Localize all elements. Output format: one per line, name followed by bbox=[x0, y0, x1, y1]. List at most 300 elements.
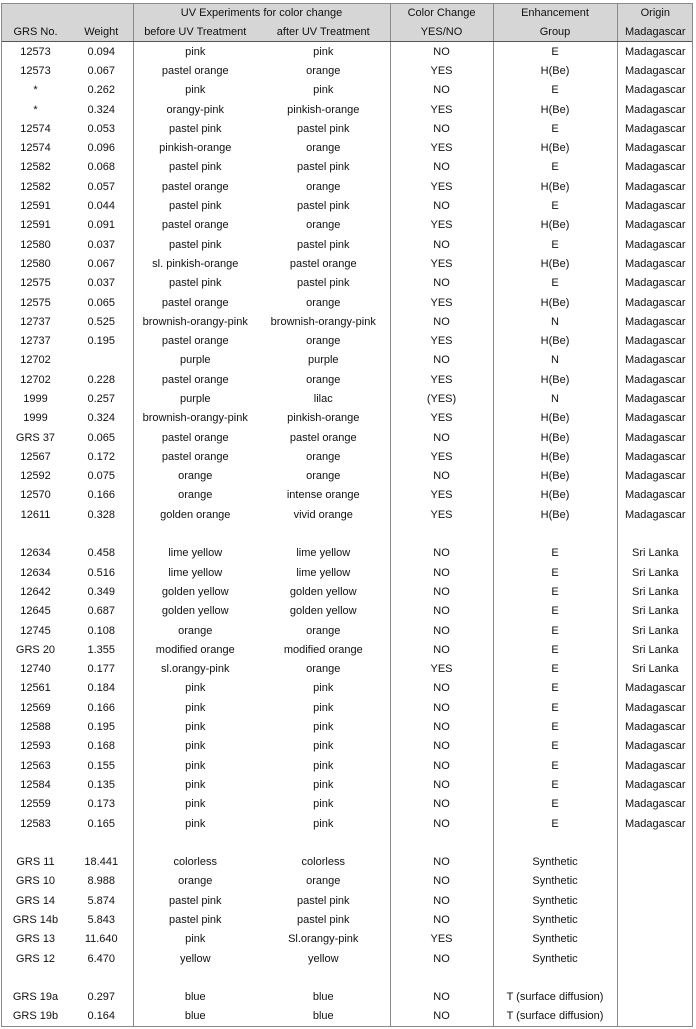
cell-color-change: NO bbox=[390, 814, 493, 833]
cell-enhancement: E bbox=[493, 158, 617, 177]
cell-weight: 0.687 bbox=[87, 605, 116, 618]
cell-weight bbox=[70, 968, 133, 987]
cell-color-change: (YES) bbox=[390, 389, 493, 408]
cell-after-uv: pink bbox=[313, 701, 334, 714]
cell-before-uv: golden orange bbox=[133, 505, 257, 524]
header-after: after UV Treatment bbox=[257, 22, 390, 42]
cell-before-uv: pastel pink bbox=[133, 274, 257, 293]
header-yes-no: YES/NO bbox=[390, 22, 493, 42]
cell-color-change: NO bbox=[390, 756, 493, 775]
cell-origin: Madagascar bbox=[617, 100, 693, 119]
cell-enhancement: E bbox=[493, 274, 617, 293]
table-row bbox=[1, 872, 693, 891]
cell-enhancement: E bbox=[493, 621, 617, 640]
cell-color-change: NO bbox=[390, 852, 493, 871]
cell-enhancement: E bbox=[493, 235, 617, 254]
cell-enhancement bbox=[493, 968, 617, 987]
cell-grs-no: 12582 bbox=[20, 161, 51, 174]
cell-before-uv: pastel orange bbox=[133, 293, 257, 312]
cell-grs-no: 12580 bbox=[20, 238, 51, 251]
cell-color-change: NO bbox=[390, 698, 493, 717]
table-row bbox=[1, 679, 693, 698]
cell-color-change: NO bbox=[390, 679, 493, 698]
header-before: before UV Treatment bbox=[133, 22, 257, 42]
cell-weight: 0.075 bbox=[87, 470, 116, 483]
cell-after-uv: pastel pink bbox=[296, 200, 350, 213]
table-row bbox=[1, 949, 693, 968]
cell-after-uv: vivid orange bbox=[293, 508, 353, 521]
cell-weight: 0.324 bbox=[87, 412, 116, 425]
cell-before-uv: lime yellow bbox=[133, 563, 257, 582]
cell-enhancement: H(Be) bbox=[493, 177, 617, 196]
cell-grs-no: 12584 bbox=[20, 778, 51, 791]
cell-origin: Madagascar bbox=[617, 370, 693, 389]
cell-grs-no: 12563 bbox=[20, 759, 51, 772]
cell-origin: Madagascar bbox=[617, 61, 693, 80]
cell-origin bbox=[617, 833, 693, 852]
table-row bbox=[1, 1007, 693, 1026]
header-enhancement: Enhancement bbox=[493, 3, 617, 22]
cell-grs-no: 12591 bbox=[20, 200, 51, 213]
cell-grs-no: 12702 bbox=[20, 354, 51, 367]
table-row bbox=[1, 775, 693, 794]
table-row bbox=[1, 698, 693, 717]
table-row bbox=[1, 544, 693, 563]
cell-weight: 0.177 bbox=[87, 663, 116, 676]
table-row bbox=[1, 331, 693, 350]
cell-color-change: NO bbox=[390, 737, 493, 756]
cell-after-uv: yellow bbox=[307, 952, 339, 965]
cell-origin: Madagascar bbox=[617, 351, 693, 370]
cell-after-uv: lime yellow bbox=[296, 547, 351, 560]
table-row bbox=[1, 138, 693, 157]
cell-color-change: YES bbox=[390, 216, 493, 235]
cell-origin: Sri Lanka bbox=[617, 544, 693, 563]
cell-color-change: YES bbox=[390, 100, 493, 119]
cell-color-change: NO bbox=[390, 81, 493, 100]
cell-weight: 0.053 bbox=[87, 122, 116, 135]
cell-weight: 0.525 bbox=[87, 315, 116, 328]
cell-after-uv: pastel pink bbox=[296, 914, 350, 926]
cell-color-change: NO bbox=[390, 563, 493, 582]
cell-weight: 0.135 bbox=[87, 778, 116, 791]
cell-before-uv: orange bbox=[133, 467, 257, 486]
cell-weight: 0.155 bbox=[87, 759, 116, 772]
cell-enhancement: H(Be) bbox=[493, 467, 617, 486]
table-row bbox=[1, 409, 693, 428]
cell-weight: 0.067 bbox=[87, 64, 116, 77]
cell-grs-no bbox=[1, 968, 70, 987]
cell-before-uv: colorless bbox=[133, 852, 257, 871]
cell-color-change: YES bbox=[390, 370, 493, 389]
cell-grs-no: 12745 bbox=[20, 624, 51, 637]
table-row bbox=[1, 582, 693, 601]
cell-before-uv: pink bbox=[133, 42, 257, 62]
cell-weight: 0.068 bbox=[87, 161, 116, 174]
cell-origin bbox=[617, 1007, 693, 1026]
cell-enhancement: E bbox=[493, 795, 617, 814]
cell-origin: Sri Lanka bbox=[617, 621, 693, 640]
cell-weight: 5.843 bbox=[87, 914, 116, 926]
cell-before-uv: orangy-pink bbox=[133, 100, 257, 119]
cell-origin: Madagascar bbox=[617, 505, 693, 524]
cell-enhancement: Synthetic bbox=[493, 891, 617, 910]
cell-enhancement: T (surface diffusion) bbox=[493, 988, 617, 1007]
table-row bbox=[1, 640, 693, 659]
cell-grs-no: GRS 19a bbox=[12, 991, 59, 1004]
table-row bbox=[1, 81, 693, 100]
cell-enhancement: E bbox=[493, 196, 617, 215]
cell-grs-no: 12570 bbox=[20, 489, 51, 502]
cell-weight: 0.173 bbox=[87, 798, 116, 811]
cell-origin bbox=[617, 872, 693, 891]
cell-after-uv: pink bbox=[313, 721, 334, 734]
cell-after-uv: orange bbox=[306, 335, 341, 348]
table-row bbox=[1, 177, 693, 196]
table-row bbox=[1, 119, 693, 138]
uv-experiment-table bbox=[1, 3, 693, 1026]
cell-origin bbox=[617, 949, 693, 968]
cell-color-change: NO bbox=[390, 1007, 493, 1026]
cell-color-change: NO bbox=[390, 717, 493, 736]
cell-enhancement: E bbox=[493, 640, 617, 659]
cell-origin: Madagascar bbox=[617, 775, 693, 794]
cell-before-uv: brownish-orangy-pink bbox=[133, 409, 257, 428]
cell-enhancement: Synthetic bbox=[493, 949, 617, 968]
cell-enhancement: E bbox=[493, 698, 617, 717]
cell-grs-no: 12634 bbox=[20, 547, 51, 560]
cell-enhancement: H(Be) bbox=[493, 61, 617, 80]
cell-weight: 0.057 bbox=[87, 180, 116, 193]
cell-weight: 0.195 bbox=[87, 335, 116, 348]
cell-grs-no: 12737 bbox=[20, 335, 51, 348]
cell-weight: 0.516 bbox=[87, 566, 116, 579]
cell-enhancement: Synthetic bbox=[493, 930, 617, 949]
table-row bbox=[1, 467, 693, 486]
cell-origin: Madagascar bbox=[617, 119, 693, 138]
cell-before-uv: pastel pink bbox=[133, 119, 257, 138]
header-row-top bbox=[1, 3, 693, 22]
cell-after-uv: pink bbox=[313, 682, 334, 695]
cell-origin: Madagascar bbox=[617, 42, 693, 62]
table-row bbox=[1, 621, 693, 640]
cell-before-uv: orange bbox=[133, 872, 257, 891]
cell-weight: 0.184 bbox=[87, 682, 116, 695]
cell-origin: Sri Lanka bbox=[617, 660, 693, 679]
table-row bbox=[1, 988, 693, 1007]
cell-weight: 8.988 bbox=[87, 875, 116, 888]
cell-grs-no: 12567 bbox=[20, 450, 51, 463]
cell-weight: 0.297 bbox=[87, 991, 116, 1004]
cell-after-uv: pink bbox=[313, 740, 334, 753]
cell-grs-no bbox=[1, 524, 70, 543]
header-weight: Weight bbox=[70, 22, 133, 42]
cell-color-change: YES bbox=[390, 254, 493, 273]
cell-origin: Madagascar bbox=[617, 216, 693, 235]
header-color-change: Color Change bbox=[390, 3, 493, 22]
cell-color-change: NO bbox=[390, 910, 493, 929]
cell-weight: 0.094 bbox=[87, 45, 116, 58]
table-row bbox=[1, 447, 693, 466]
cell-color-change: YES bbox=[390, 930, 493, 949]
table-row bbox=[1, 274, 693, 293]
table-row bbox=[1, 100, 693, 119]
cell-origin: Madagascar bbox=[617, 467, 693, 486]
table-row bbox=[1, 370, 693, 389]
cell-color-change: NO bbox=[390, 158, 493, 177]
cell-after-uv: pink bbox=[313, 45, 334, 58]
cell-enhancement: E bbox=[493, 563, 617, 582]
cell-color-change: NO bbox=[390, 988, 493, 1007]
cell-color-change: YES bbox=[390, 61, 493, 80]
cell-grs-no: 12642 bbox=[20, 585, 51, 598]
cell-grs-no: 12737 bbox=[20, 315, 51, 328]
cell-after-uv: pink bbox=[313, 84, 334, 97]
cell-grs-no: 12740 bbox=[20, 663, 51, 676]
cell-after-uv: pastel pink bbox=[296, 277, 350, 290]
cell-before-uv: pink bbox=[133, 814, 257, 833]
cell-after-uv: intense orange bbox=[286, 489, 360, 502]
group-separator-row bbox=[1, 833, 693, 852]
cell-grs-no: GRS 20 bbox=[15, 643, 56, 656]
cell-color-change: NO bbox=[390, 891, 493, 910]
cell-origin: Madagascar bbox=[617, 698, 693, 717]
header-origin-sub: Madagascar bbox=[617, 22, 693, 42]
cell-before-uv: pastel orange bbox=[133, 177, 257, 196]
cell-before-uv bbox=[133, 524, 257, 543]
cell-before-uv: orange bbox=[133, 621, 257, 640]
cell-after-uv bbox=[257, 524, 390, 543]
table-row bbox=[1, 351, 693, 370]
cell-origin: Madagascar bbox=[617, 235, 693, 254]
cell-color-change: YES bbox=[390, 293, 493, 312]
uv-experiment-table-container bbox=[1, 3, 693, 1026]
cell-grs-no: 12573 bbox=[20, 64, 51, 77]
cell-origin: Sri Lanka bbox=[617, 582, 693, 601]
cell-enhancement: E bbox=[493, 81, 617, 100]
cell-after-uv: orange bbox=[306, 663, 341, 676]
cell-before-uv: pastel pink bbox=[133, 235, 257, 254]
cell-enhancement: H(Be) bbox=[493, 505, 617, 524]
cell-origin: Madagascar bbox=[617, 737, 693, 756]
cell-after-uv: blue bbox=[312, 1010, 334, 1023]
cell-weight: 0.037 bbox=[87, 277, 116, 290]
cell-weight: 0.108 bbox=[87, 624, 116, 637]
header-origin: Origin bbox=[617, 3, 693, 22]
cell-weight: 0.324 bbox=[87, 103, 116, 116]
cell-color-change: NO bbox=[390, 544, 493, 563]
cell-before-uv: blue bbox=[133, 988, 257, 1007]
cell-after-uv: pastel pink bbox=[296, 122, 350, 135]
cell-before-uv bbox=[133, 833, 257, 852]
cell-enhancement: H(Be) bbox=[493, 216, 617, 235]
cell-grs-no: 12575 bbox=[20, 296, 51, 309]
cell-enhancement: N bbox=[493, 312, 617, 331]
cell-color-change: NO bbox=[390, 949, 493, 968]
table-row bbox=[1, 814, 693, 833]
cell-origin: Madagascar bbox=[617, 293, 693, 312]
cell-before-uv: pink bbox=[133, 679, 257, 698]
cell-weight: 0.328 bbox=[87, 508, 116, 521]
cell-origin bbox=[617, 910, 693, 929]
cell-before-uv: purple bbox=[133, 389, 257, 408]
cell-after-uv: pinkish-orange bbox=[287, 103, 360, 116]
cell-weight: 0.091 bbox=[87, 219, 116, 232]
cell-enhancement: E bbox=[493, 660, 617, 679]
cell-grs-no: GRS 10 bbox=[15, 875, 56, 888]
cell-after-uv bbox=[257, 968, 390, 987]
group-separator-row bbox=[1, 524, 693, 543]
cell-weight: 0.037 bbox=[87, 238, 116, 251]
cell-before-uv bbox=[133, 968, 257, 987]
cell-grs-no bbox=[1, 833, 70, 852]
cell-color-change: NO bbox=[390, 872, 493, 891]
cell-enhancement: E bbox=[493, 756, 617, 775]
cell-grs-no: GRS 11 bbox=[16, 856, 55, 869]
cell-after-uv: pink bbox=[313, 759, 334, 772]
cell-color-change: YES bbox=[390, 331, 493, 350]
cell-enhancement: E bbox=[493, 602, 617, 621]
cell-enhancement: H(Be) bbox=[493, 447, 617, 466]
cell-after-uv: pink bbox=[313, 778, 334, 791]
cell-enhancement: H(Be) bbox=[493, 331, 617, 350]
cell-grs-no: 12583 bbox=[20, 817, 51, 830]
cell-color-change bbox=[390, 524, 493, 543]
cell-enhancement: E bbox=[493, 775, 617, 794]
cell-color-change: YES bbox=[390, 447, 493, 466]
cell-color-change: NO bbox=[390, 119, 493, 138]
cell-origin: Madagascar bbox=[617, 795, 693, 814]
cell-before-uv: pastel pink bbox=[133, 891, 257, 910]
cell-grs-no: 1999 bbox=[23, 392, 48, 405]
cell-enhancement bbox=[493, 524, 617, 543]
cell-after-uv: orange bbox=[306, 180, 341, 193]
cell-origin: Madagascar bbox=[617, 81, 693, 100]
cell-color-change: YES bbox=[390, 177, 493, 196]
cell-enhancement: T (surface diffusion) bbox=[493, 1007, 617, 1026]
cell-weight: 5.874 bbox=[87, 894, 116, 907]
cell-after-uv bbox=[257, 833, 390, 852]
cell-weight: 1.355 bbox=[87, 643, 116, 656]
cell-after-uv: purple bbox=[307, 354, 339, 367]
header-group: Group bbox=[493, 22, 617, 42]
cell-grs-no: GRS 14 bbox=[15, 894, 56, 907]
table-row bbox=[1, 660, 693, 679]
cell-color-change: YES bbox=[390, 486, 493, 505]
table-row bbox=[1, 891, 693, 910]
cell-weight: 0.168 bbox=[87, 740, 116, 753]
cell-enhancement: E bbox=[493, 717, 617, 736]
cell-grs-no: 12611 bbox=[20, 508, 51, 521]
cell-before-uv: lime yellow bbox=[133, 544, 257, 563]
header-row-bottom bbox=[1, 22, 693, 42]
cell-origin: Sri Lanka bbox=[617, 640, 693, 659]
cell-enhancement: H(Be) bbox=[493, 486, 617, 505]
cell-enhancement: H(Be) bbox=[493, 100, 617, 119]
cell-after-uv: orange bbox=[306, 470, 341, 483]
cell-origin: Madagascar bbox=[617, 312, 693, 331]
cell-grs-no: 12588 bbox=[20, 721, 51, 734]
table-body bbox=[1, 42, 693, 1027]
table-row bbox=[1, 486, 693, 505]
cell-after-uv: pastel pink bbox=[296, 161, 350, 174]
table-header bbox=[1, 3, 693, 42]
cell-after-uv: golden yellow bbox=[289, 585, 357, 598]
cell-before-uv: brownish-orangy-pink bbox=[133, 312, 257, 331]
cell-origin: Madagascar bbox=[617, 486, 693, 505]
table-row bbox=[1, 389, 693, 408]
table-row bbox=[1, 737, 693, 756]
cell-origin: Madagascar bbox=[617, 177, 693, 196]
cell-origin: Madagascar bbox=[617, 717, 693, 736]
cell-origin: Madagascar bbox=[617, 428, 693, 447]
header-grs-no: GRS No. bbox=[1, 22, 70, 42]
cell-origin: Madagascar bbox=[617, 196, 693, 215]
cell-color-change bbox=[390, 968, 493, 987]
cell-origin bbox=[617, 524, 693, 543]
cell-origin bbox=[617, 852, 693, 871]
table-row bbox=[1, 196, 693, 215]
cell-grs-no: 12574 bbox=[20, 122, 51, 135]
cell-after-uv: lime yellow bbox=[296, 566, 351, 579]
table-row bbox=[1, 505, 693, 524]
cell-weight: 0.166 bbox=[87, 701, 116, 714]
cell-origin: Madagascar bbox=[617, 158, 693, 177]
table-row bbox=[1, 428, 693, 447]
cell-after-uv: orange bbox=[306, 624, 341, 637]
cell-enhancement: N bbox=[493, 351, 617, 370]
cell-color-change: NO bbox=[390, 274, 493, 293]
cell-origin: Sri Lanka bbox=[617, 563, 693, 582]
cell-origin bbox=[617, 988, 693, 1007]
cell-grs-no: 12574 bbox=[20, 142, 51, 155]
cell-before-uv: golden yellow bbox=[133, 582, 257, 601]
cell-weight: 0.458 bbox=[87, 547, 116, 560]
cell-after-uv: orange bbox=[306, 142, 341, 155]
cell-grs-no: 12575 bbox=[20, 277, 51, 290]
cell-origin: Madagascar bbox=[617, 274, 693, 293]
cell-before-uv: pink bbox=[133, 737, 257, 756]
cell-weight: 0.228 bbox=[87, 373, 116, 386]
cell-after-uv: blue bbox=[312, 991, 334, 1004]
cell-after-uv: pastel pink bbox=[296, 238, 350, 251]
cell-after-uv: orange bbox=[306, 296, 341, 309]
cell-origin: Madagascar bbox=[617, 756, 693, 775]
cell-origin: Madagascar bbox=[617, 814, 693, 833]
cell-color-change: NO bbox=[390, 467, 493, 486]
cell-origin: Madagascar bbox=[617, 447, 693, 466]
cell-weight: 0.195 bbox=[87, 721, 116, 734]
cell-color-change: NO bbox=[390, 775, 493, 794]
cell-grs-no: 12645 bbox=[20, 605, 51, 618]
cell-color-change: YES bbox=[390, 505, 493, 524]
cell-enhancement: Synthetic bbox=[493, 910, 617, 929]
table-row bbox=[1, 293, 693, 312]
cell-color-change: NO bbox=[390, 640, 493, 659]
table-row bbox=[1, 42, 693, 62]
cell-weight: 0.262 bbox=[87, 84, 116, 97]
cell-color-change bbox=[390, 833, 493, 852]
cell-after-uv: Sl.orangy-pink bbox=[288, 933, 359, 946]
cell-weight bbox=[70, 833, 133, 852]
cell-before-uv: blue bbox=[133, 1007, 257, 1026]
cell-grs-no: 1999 bbox=[23, 412, 48, 425]
cell-color-change: YES bbox=[390, 138, 493, 157]
cell-weight: 0.164 bbox=[87, 1010, 116, 1023]
cell-color-change: NO bbox=[390, 235, 493, 254]
cell-before-uv: purple bbox=[133, 351, 257, 370]
cell-weight: 0.096 bbox=[87, 142, 116, 155]
